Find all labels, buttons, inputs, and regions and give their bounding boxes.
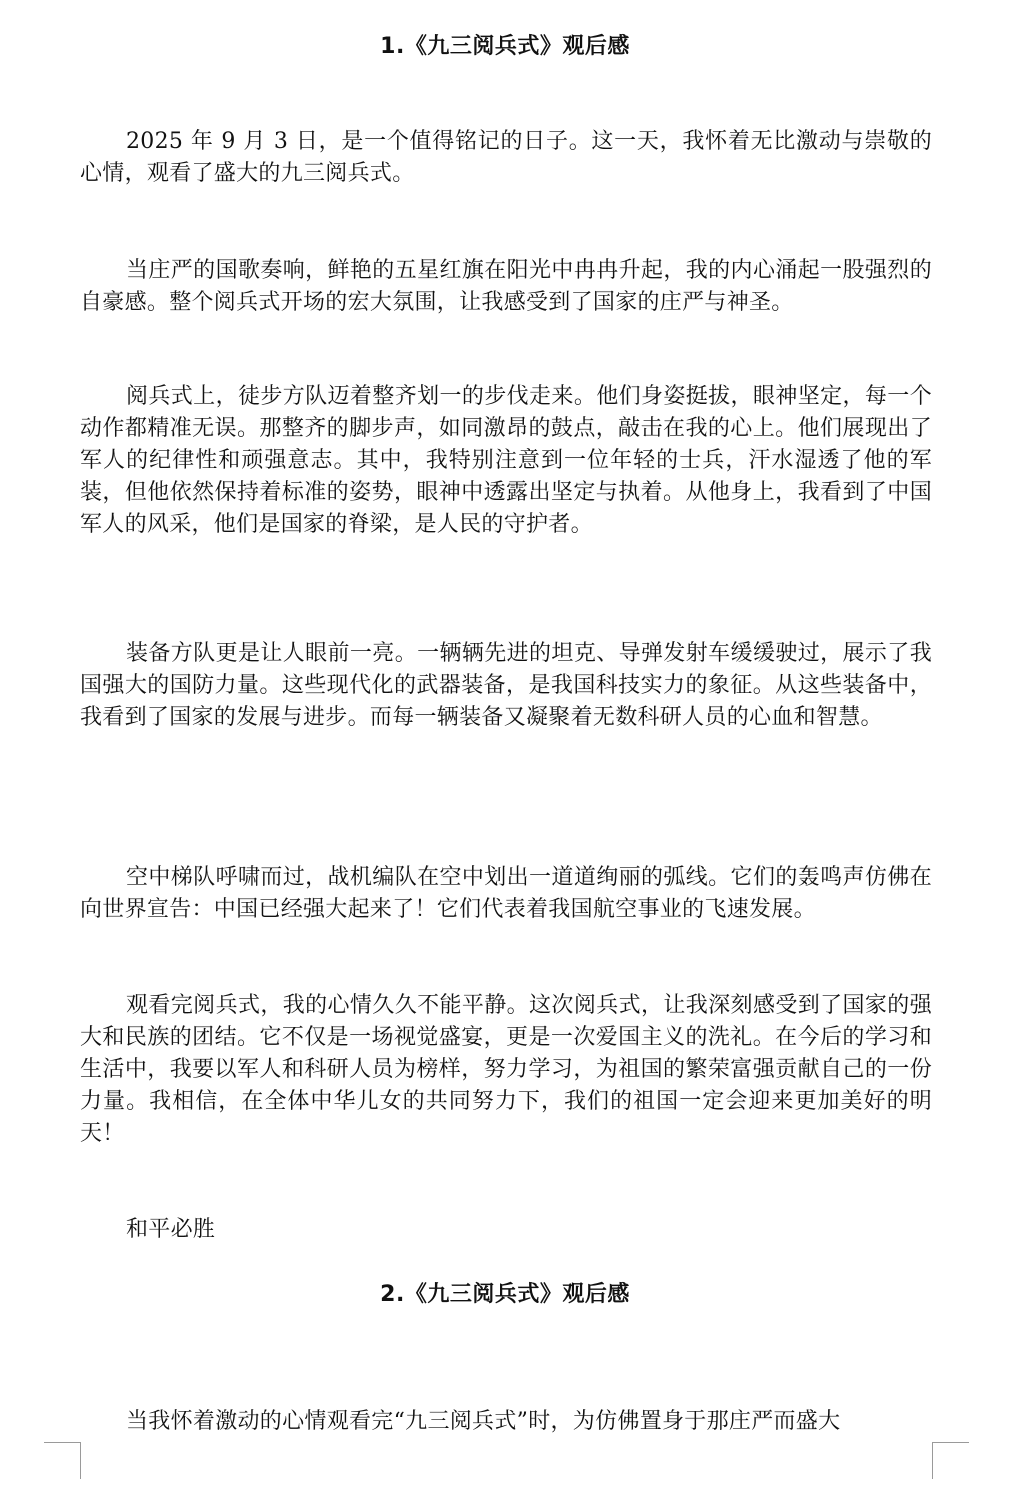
section-2-title: 2.《九三阅兵式》观后感 [380,1282,630,1307]
section-1-paragraph-3: 阅兵式上，徒步方队迈着整齐划一的步伐走来。他们身姿挺拔，眼神坚定，每一个动作都精准无误。那整齐的脚步声，如同激昂的鼓点，敲击在我的心上。他们展现出了军人的纪律性和顽强意志。其中，我特别注意到一位年轻的士兵，汗水湿透了他的军装，但他依然保持着标准的姿势，眼神中透露出坚定与执着。从他身上，我看到了中国军人的风采，他们是国家的脊梁，是人民的守护者。 [80,384,932,537]
section-1-closing-line: 和平必胜 [126,1217,216,1242]
section-1-paragraph-5: 空中梯队呼啸而过，战机编队在空中划出一道道绚丽的弧线。它们的轰鸣声仿佛在向世界宣告：中国已经强大起来了！它们代表着我国航空事业的飞速发展。 [80,865,932,922]
section-1-paragraph-4: 装备方队更是让人眼前一亮。一辆辆先进的坦克、导弹发射车缓缓驶过，展示了我国强大的国防力量。这些现代化的武器装备，是我国科技实力的象征。从这些装备中，我看到了国家的发展与进步。而每一辆装备又凝聚着无数科研人员的心血和智慧。 [80,641,932,730]
page-margin-corner-left [44,1442,81,1479]
page-margin-corner-right [932,1442,969,1479]
section-1-paragraph-2: 当庄严的国歌奏响，鲜艳的五星红旗在阳光中冉冉升起，我的内心涌起一股强烈的自豪感。整个阅兵式开场的宏大氛围，让我感受到了国家的庄严与神圣。 [80,258,932,315]
section-1-paragraph-1: 2025 年 9 月 3 日，是一个值得铭记的日子。这一天，我怀着无比激动与崇敬的心情，观看了盛大的九三阅兵式。 [80,129,933,186]
section-1-paragraph-6: 观看完阅兵式，我的心情久久不能平静。这次阅兵式，让我深刻感受到了国家的强大和民族的团结。它不仅是一场视觉盛宴，更是一次爱国主义的洗礼。在今后的学习和生活中，我要以军人和科研人员为榜样，努力学习，为祖国的繁荣富强贡献自己的一份力量。我相信，在全体中华儿女的共同努力下，我们的祖国一定会迎来更加美好的明天！ [80,993,932,1146]
section-2-paragraph-1: 当我怀着激动的心情观看完“九三阅兵式”时，为仿佛置身于那庄严而盛大 [126,1409,841,1434]
section-1-title: 1.《九三阅兵式》观后感 [380,34,630,59]
